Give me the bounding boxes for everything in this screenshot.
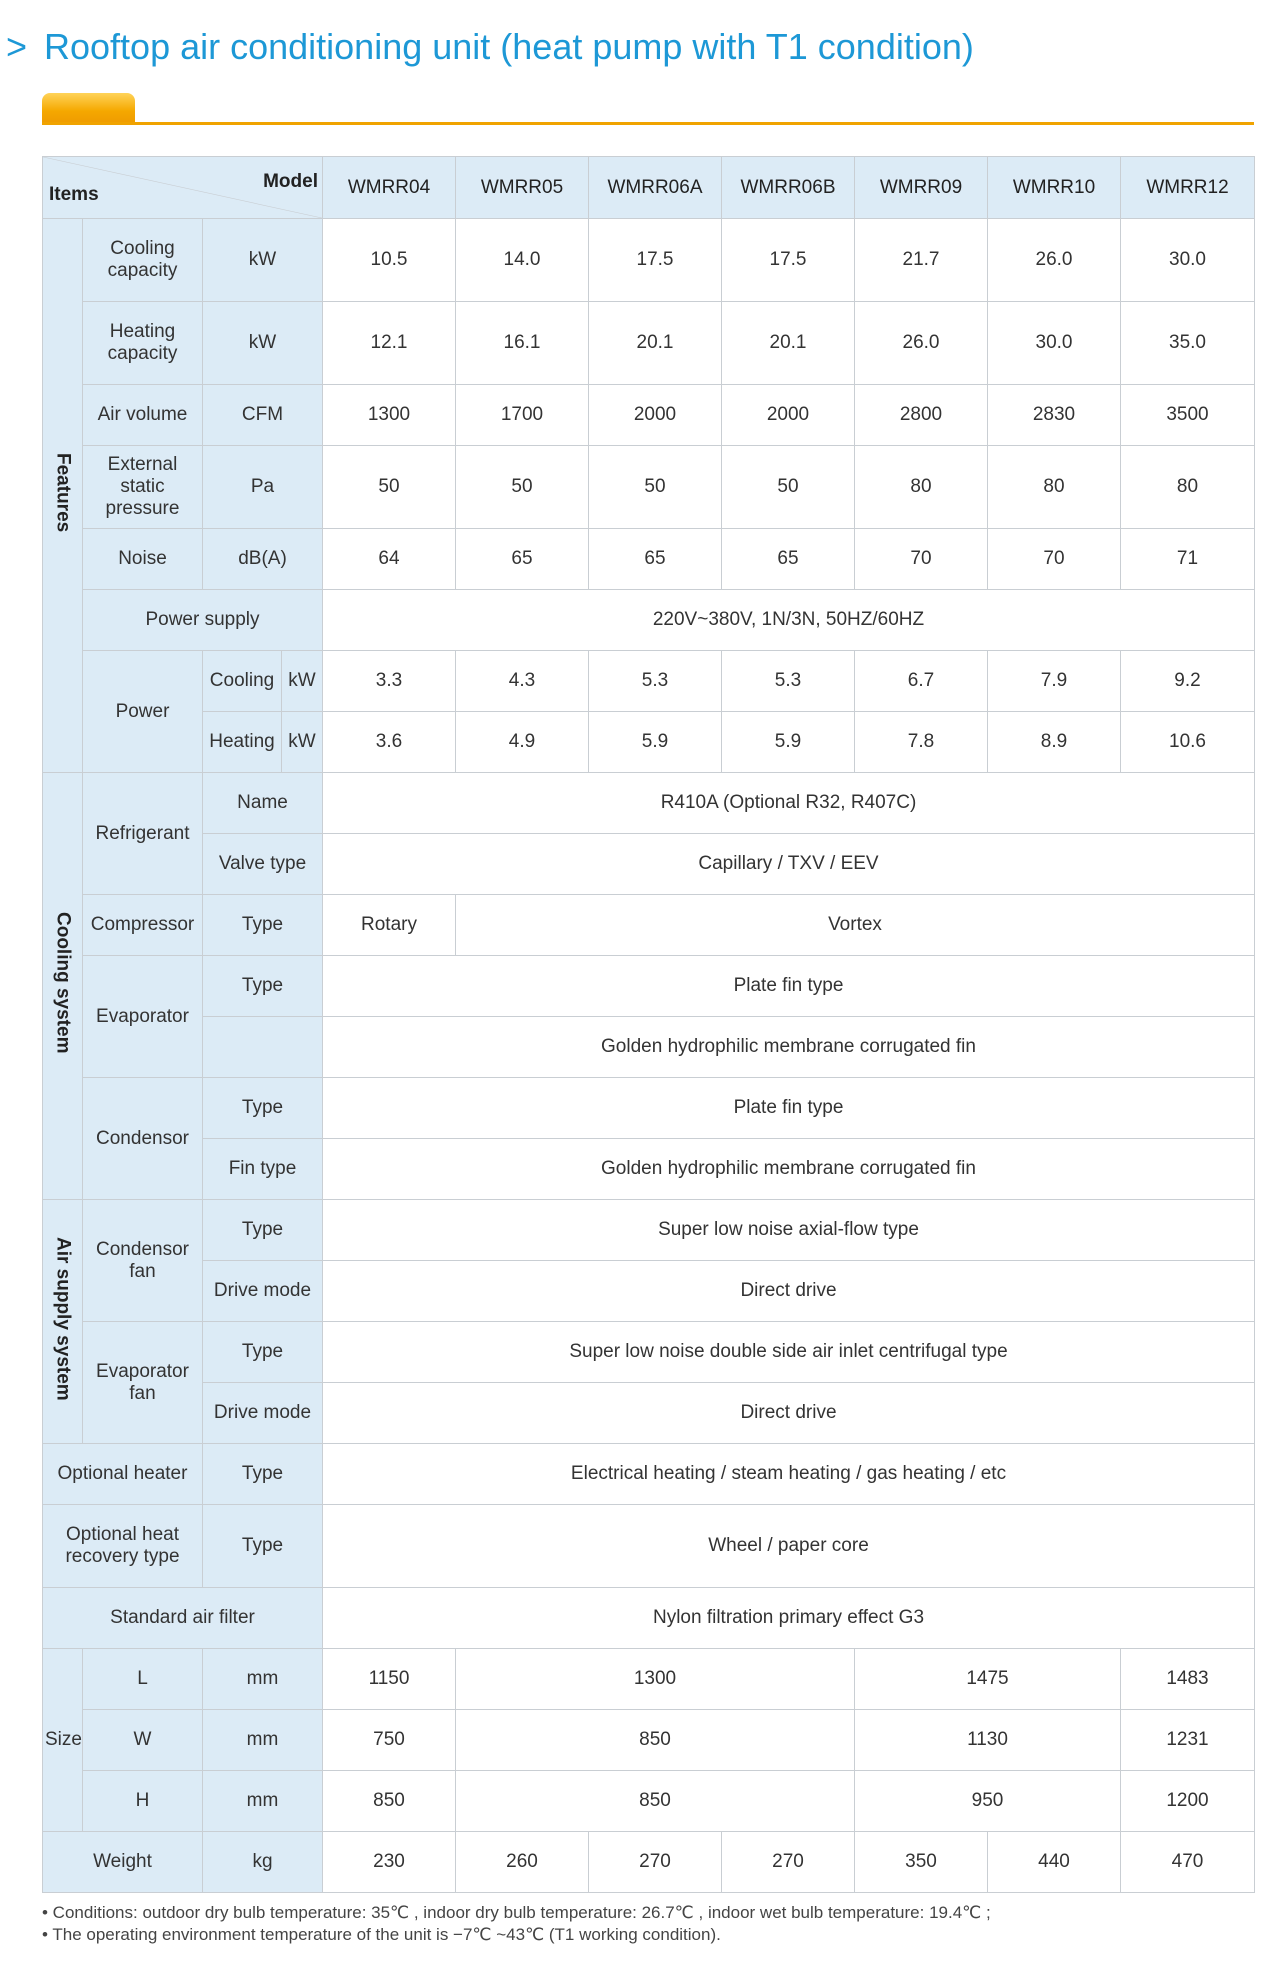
merged-value-cell: Plate fin type [323,1078,1255,1139]
row-label: Evaporator fan [83,1322,203,1444]
value-cell: 80 [1121,446,1255,529]
value-cell: 6.7 [855,651,988,712]
value-cell: 1231 [1121,1710,1255,1771]
row-label: Noise [83,529,203,590]
chevron-right-icon: > [6,26,28,67]
sub-label: Type [203,1078,323,1139]
model-header: WMRR10 [988,157,1121,219]
value-cell: 5.9 [589,712,722,773]
value-cell: 50 [323,446,456,529]
section-size: Size [43,1649,83,1832]
row-label: Compressor [83,895,203,956]
evaporator-fan-type-row [43,1322,1255,1383]
value-cell: 50 [589,446,722,529]
items-model-header [43,157,323,219]
row-label: Optional heater [43,1444,203,1505]
value-cell: 350 [855,1832,988,1893]
value-cell: 4.3 [456,651,589,712]
row-unit: kW [282,712,323,773]
value-cell: 1700 [456,385,589,446]
value-cell: 7.9 [988,651,1121,712]
sub-label: Heating [203,712,282,773]
row-label: Optional heat recovery type [43,1505,203,1588]
row-label: Evaporator [83,956,203,1078]
model-header: WMRR05 [456,157,589,219]
value-cell: 14.0 [456,219,589,302]
value-cell: 230 [323,1832,456,1893]
refrigerant-valve-row [43,834,1255,895]
value-cell: 1300 [323,385,456,446]
size-l-row [43,1649,1255,1710]
power-cooling-row [43,651,1255,712]
value-cell: 2000 [722,385,855,446]
value-cell: 9.2 [1121,651,1255,712]
section-air-supply-system: Air supply system [43,1200,83,1444]
spec-table [42,156,1255,1893]
row-label: Condensor [83,1078,203,1200]
sub-label: Type [203,956,323,1017]
air-filter-row [43,1588,1255,1649]
value-cell: 260 [456,1832,589,1893]
page-title [6,26,974,68]
sub-label: Type [203,1322,323,1383]
refrigerant-name-row [43,773,1255,834]
value-cell: 50 [722,446,855,529]
merged-value-cell: 220V~380V, 1N/3N, 50HZ/60HZ [323,590,1255,651]
condensor-fan-type-row [43,1200,1255,1261]
value-cell: 750 [323,1710,456,1771]
merged-value-cell: Direct drive [323,1383,1255,1444]
value-cell: 850 [323,1771,456,1832]
value-cell: 3500 [1121,385,1255,446]
row-unit: Pa [203,446,323,529]
merged-value-cell: Plate fin type [323,956,1255,1017]
row-unit: CFM [203,385,323,446]
value-cell: 3.6 [323,712,456,773]
value-cell: 470 [1121,1832,1255,1893]
merged-value-cell: 850 [456,1710,855,1771]
sub-label: Type [203,1200,323,1261]
row-label: Refrigerant [83,773,203,895]
model-header: WMRR06A [589,157,722,219]
noise-row [43,529,1255,590]
merged-value-cell: Nylon filtration primary effect G3 [323,1588,1255,1649]
merged-value-cell: 1130 [855,1710,1121,1771]
air-volume-row [43,385,1255,446]
value-cell: 1150 [323,1649,456,1710]
value-cell: 26.0 [988,219,1121,302]
value-cell: 5.9 [722,712,855,773]
value-cell: 20.1 [589,302,722,385]
header-row [43,157,1255,219]
sub-label: Type [203,1505,323,1588]
merged-value-cell: Super low noise double side air inlet centrifugal type [323,1322,1255,1383]
value-cell: 65 [456,529,589,590]
merged-value-cell: Wheel / paper core [323,1505,1255,1588]
evaporator-fan-drive-row [43,1383,1255,1444]
weight-row [43,1832,1255,1893]
evaporator-type-row [43,956,1255,1017]
size-w-row [43,1710,1255,1771]
value-cell: 270 [722,1832,855,1893]
row-label: Weight [43,1832,203,1893]
value-cell: 64 [323,529,456,590]
value-cell: 5.3 [722,651,855,712]
row-label: Power [83,651,203,773]
merged-value-cell: Golden hydrophilic membrane corrugated fin [323,1139,1255,1200]
row-label: W [83,1710,203,1771]
value-cell: 1483 [1121,1649,1255,1710]
row-unit: kg [203,1832,323,1893]
value-cell: 4.9 [456,712,589,773]
sub-label: Name [203,773,323,834]
value-cell: 30.0 [1121,219,1255,302]
compressor-row [43,895,1255,956]
model-header: WMRR09 [855,157,988,219]
value-cell: 2830 [988,385,1121,446]
page-title-text: Rooftop air conditioning unit (heat pump with T1 condition) [44,26,974,67]
sub-label: Type [203,1444,323,1505]
sub-label: Valve type [203,834,323,895]
optional-heater-row [43,1444,1255,1505]
sub-label: Cooling [203,651,282,712]
model-header: WMRR12 [1121,157,1255,219]
footnote: • Conditions: outdoor dry bulb temperature: 35℃ , indoor dry bulb temperature: 26.7℃ , indoor wet bulb temperature: 19.4℃ ; [42,1903,991,1922]
sub-label: Type [203,895,323,956]
section-features: Features [43,219,83,773]
value-cell: 30.0 [988,302,1121,385]
value-cell: 1200 [1121,1771,1255,1832]
footnotes [42,1902,1254,1946]
evaporator-fin-row [43,1017,1255,1078]
row-label: L [83,1649,203,1710]
merged-value-cell: Capillary / TXV / EEV [323,834,1255,895]
value-cell: 65 [722,529,855,590]
condensor-fin-row [43,1139,1255,1200]
value-cell: 80 [988,446,1121,529]
row-label: Condensor fan [83,1200,203,1322]
merged-value-cell: Direct drive [323,1261,1255,1322]
condensor-type-row [43,1078,1255,1139]
row-label: Power supply [83,590,323,651]
sub-label: Fin type [203,1139,323,1200]
value-cell: 50 [456,446,589,529]
merged-value-cell: Golden hydrophilic membrane corrugated fin [323,1017,1255,1078]
model-header: WMRR06B [722,157,855,219]
value-cell: 20.1 [722,302,855,385]
value-cell: 80 [855,446,988,529]
value-cell: 2800 [855,385,988,446]
value-cell: 35.0 [1121,302,1255,385]
size-h-row [43,1771,1255,1832]
merged-value-cell: Vortex [456,895,1255,956]
value-cell: 8.9 [988,712,1121,773]
row-unit: kW [203,219,323,302]
model-label: Model [263,171,318,192]
row-unit: mm [203,1649,323,1710]
value-cell: 17.5 [589,219,722,302]
value-cell: 270 [589,1832,722,1893]
power-heating-row [43,712,1255,773]
row-label: Heating capacity [83,302,203,385]
sub-label-empty [203,1017,323,1078]
merged-value-cell: R410A (Optional R32, R407C) [323,773,1255,834]
value-cell: 17.5 [722,219,855,302]
row-unit: kW [203,302,323,385]
row-unit: mm [203,1710,323,1771]
cooling-capacity-row [43,219,1255,302]
value-cell: 16.1 [456,302,589,385]
value-cell: 2000 [589,385,722,446]
value-cell: 70 [988,529,1121,590]
external-static-pressure-row [43,446,1255,529]
row-unit: mm [203,1771,323,1832]
row-label: Cooling capacity [83,219,203,302]
items-label: Items [49,184,99,206]
value-cell: 10.6 [1121,712,1255,773]
merged-value-cell: 850 [456,1771,855,1832]
footnote: • The operating environment temperature of the unit is −7℃ ~43℃ (T1 working condition). [42,1925,721,1944]
model-header: WMRR04 [323,157,456,219]
row-unit: dB(A) [203,529,323,590]
value-cell: 70 [855,529,988,590]
merged-value-cell: 950 [855,1771,1121,1832]
value-cell: 26.0 [855,302,988,385]
value-cell: 21.7 [855,219,988,302]
title-tab-decoration [42,93,135,123]
value-cell: 12.1 [323,302,456,385]
row-label: Standard air filter [43,1588,323,1649]
sub-label: Drive mode [203,1383,323,1444]
row-label: External static pressure [83,446,203,529]
value-cell: 7.8 [855,712,988,773]
value-cell: 5.3 [589,651,722,712]
merged-value-cell: Electrical heating / steam heating / gas heating / etc [323,1444,1255,1505]
merged-value-cell: 1300 [456,1649,855,1710]
heating-capacity-row [43,302,1255,385]
value-cell: 65 [589,529,722,590]
section-cooling-system: Cooling system [43,773,83,1200]
value-cell: 3.3 [323,651,456,712]
condensor-fan-drive-row [43,1261,1255,1322]
heat-recovery-row [43,1505,1255,1588]
value-cell: 10.5 [323,219,456,302]
row-label: H [83,1771,203,1832]
value-cell: 440 [988,1832,1121,1893]
title-underline [42,122,1254,125]
value-cell: Rotary [323,895,456,956]
merged-value-cell: Super low noise axial-flow type [323,1200,1255,1261]
value-cell: 71 [1121,529,1255,590]
sub-label: Drive mode [203,1261,323,1322]
power-supply-row [43,590,1255,651]
row-unit: kW [282,651,323,712]
row-label: Air volume [83,385,203,446]
merged-value-cell: 1475 [855,1649,1121,1710]
